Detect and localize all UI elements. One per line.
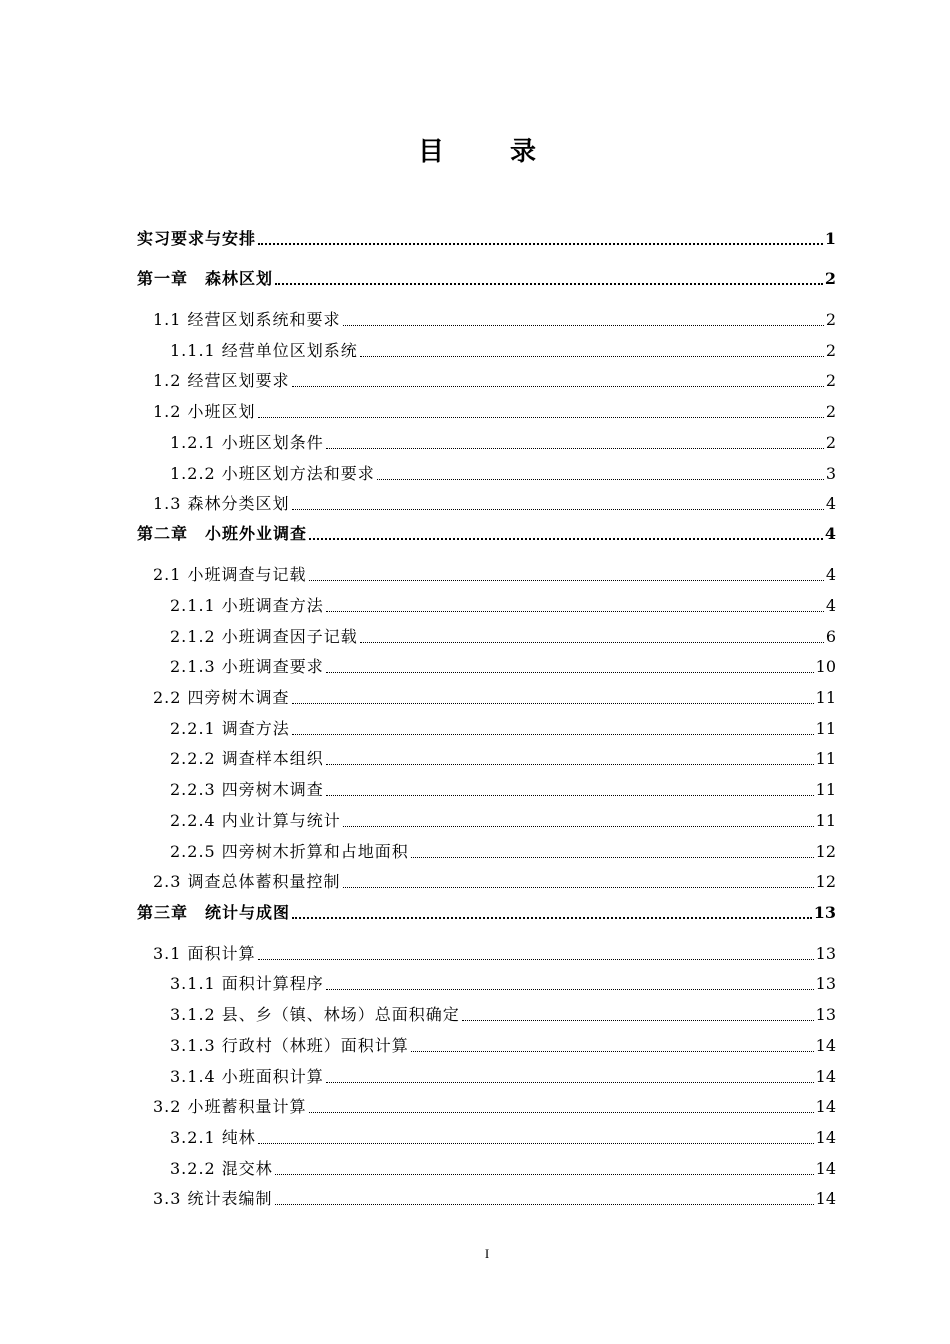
toc-dot-leader [326, 989, 814, 990]
toc-entry-page: 12 [815, 842, 836, 861]
toc-entry-label: 1.1 经营区划系统和要求 [153, 310, 341, 329]
toc-entry[interactable] [153, 562, 836, 586]
toc-entry-page: 14 [815, 1159, 836, 1178]
toc-entry[interactable] [153, 685, 836, 709]
toc-entry-page: 13 [815, 944, 836, 963]
toc-entry[interactable] [170, 430, 836, 454]
toc-entry-label: 1.2 经营区划要求 [153, 371, 290, 390]
toc-entry-label: 3.1.2 县、乡（镇、林场）总面积确定 [170, 1005, 460, 1024]
toc-dot-leader [309, 538, 823, 540]
toc-dot-leader [258, 243, 823, 245]
toc-entry-page: 13 [815, 974, 836, 993]
toc-entry-label: 第一章 森林区划 [137, 269, 274, 288]
toc-entry[interactable] [153, 1094, 836, 1118]
toc-entry[interactable] [170, 1064, 836, 1088]
toc-entry[interactable] [170, 461, 836, 485]
toc-entry-page: 12 [815, 872, 836, 891]
toc-entry-label: 2.2.4 内业计算与统计 [170, 811, 341, 830]
toc-entry-page: 11 [815, 688, 836, 707]
toc-entry[interactable] [170, 654, 836, 678]
toc-entry[interactable] [137, 266, 836, 290]
toc-dot-leader [258, 959, 814, 960]
toc-entry-label: 2.1.3 小班调查要求 [170, 657, 324, 676]
toc-entry[interactable] [153, 1186, 836, 1210]
toc-dot-leader [343, 325, 824, 326]
toc-entry-page: 4 [825, 565, 836, 584]
toc-entry-label: 3.1 面积计算 [153, 944, 256, 963]
toc-entry-page: 1 [824, 229, 836, 248]
toc-entry[interactable] [153, 399, 836, 423]
toc-dot-leader [292, 734, 814, 735]
toc-entry-label: 3.1.3 行政村（林班）面积计算 [170, 1036, 409, 1055]
toc-entry-label: 3.2.2 混交林 [170, 1159, 273, 1178]
toc-entry-page: 4 [825, 494, 836, 513]
toc-entry-page: 4 [824, 524, 836, 543]
toc-entry[interactable] [153, 368, 836, 392]
toc-entry[interactable] [170, 624, 836, 648]
toc-entry-page: 11 [815, 749, 836, 768]
toc-entry-label: 1.2 小班区划 [153, 402, 256, 421]
toc-entry-label: 1.2.1 小班区划条件 [170, 433, 324, 452]
toc-dot-leader [292, 703, 814, 704]
toc-dot-leader [275, 1204, 814, 1205]
toc-entry-page: 2 [824, 269, 836, 288]
toc-entry-label: 2.3 调查总体蓄积量控制 [153, 872, 341, 891]
toc-entry[interactable] [137, 226, 836, 250]
toc-entry[interactable] [170, 338, 836, 362]
toc-entry-page: 2 [825, 371, 836, 390]
toc-entry-label: 2.2.5 四旁树木折算和占地面积 [170, 842, 409, 861]
toc-entry[interactable] [170, 746, 836, 770]
toc-dot-leader [275, 283, 823, 285]
toc-entry-page: 4 [825, 596, 836, 615]
toc-dot-leader [326, 611, 824, 612]
toc-entry[interactable] [153, 869, 836, 893]
toc-dot-leader [258, 417, 824, 418]
toc-entry[interactable] [170, 1156, 836, 1180]
toc-dot-leader [326, 672, 814, 673]
toc-entry-page: 11 [815, 811, 836, 830]
toc-dot-leader [292, 509, 824, 510]
toc-entry-page: 10 [815, 657, 836, 676]
toc-dot-leader [360, 642, 824, 643]
toc-entry-label: 2.1 小班调查与记载 [153, 565, 307, 584]
toc-entry-page: 11 [815, 719, 836, 738]
toc-entry-label: 3.3 统计表编制 [153, 1189, 273, 1208]
toc-entry[interactable] [170, 1033, 836, 1057]
toc-entry-page: 2 [825, 402, 836, 421]
toc-entry[interactable] [137, 521, 836, 545]
toc-dot-leader [360, 356, 824, 357]
toc-entry[interactable] [170, 1002, 836, 1026]
toc-dot-leader [411, 857, 814, 858]
toc-entry-page: 13 [815, 1005, 836, 1024]
toc-entry-label: 2.2.1 调查方法 [170, 719, 290, 738]
toc-entry[interactable] [153, 491, 836, 515]
toc-dot-leader [326, 448, 824, 449]
toc-entry[interactable] [170, 593, 836, 617]
toc-dot-leader [292, 386, 824, 387]
toc-entry[interactable] [170, 808, 836, 832]
toc-entry-label: 第二章 小班外业调查 [137, 524, 308, 543]
toc-dot-leader [343, 826, 814, 827]
toc-entry-label: 3.2 小班蓄积量计算 [153, 1097, 307, 1116]
toc-entry-label: 2.1.1 小班调查方法 [170, 596, 324, 615]
toc-entry-label: 3.1.4 小班面积计算 [170, 1067, 324, 1086]
toc-entry[interactable] [170, 777, 836, 801]
toc-entry-page: 3 [825, 464, 836, 483]
toc-entry-page: 14 [815, 1128, 836, 1147]
toc-dot-leader [326, 1082, 814, 1083]
toc-entry-label: 2.2.2 调查样本组织 [170, 749, 324, 768]
toc-entry-label: 第三章 统计与成图 [137, 903, 291, 922]
toc-dot-leader [275, 1174, 814, 1175]
toc-entry[interactable] [170, 839, 836, 863]
toc-entry-page: 6 [825, 627, 836, 646]
toc-entry-label: 3.2.1 纯林 [170, 1128, 256, 1147]
toc-entry[interactable] [170, 716, 836, 740]
toc-dot-leader [309, 1112, 814, 1113]
toc-entry[interactable] [153, 307, 836, 331]
toc-dot-leader [258, 1143, 814, 1144]
toc-entry[interactable] [170, 971, 836, 995]
toc-entry-label: 1.2.2 小班区划方法和要求 [170, 464, 375, 483]
toc-entry-page: 2 [825, 310, 836, 329]
toc-dot-leader [377, 479, 824, 480]
toc-dot-leader [309, 580, 824, 581]
toc-dot-leader [462, 1020, 814, 1021]
toc-dot-leader [343, 887, 814, 888]
toc-entry-label: 1.1.1 经营单位区划系统 [170, 341, 358, 360]
toc-entry-label: 3.1.1 面积计算程序 [170, 974, 324, 993]
toc-dot-leader [292, 917, 812, 919]
toc-entry-label: 2.2 四旁树木调查 [153, 688, 290, 707]
toc-entry-page: 13 [813, 903, 836, 922]
toc-dot-leader [326, 795, 814, 796]
toc-dot-leader [326, 764, 814, 765]
toc-entry-label: 1.3 森林分类区划 [153, 494, 290, 513]
toc-entry-label: 实习要求与安排 [137, 229, 257, 248]
toc-title: 目 录 [417, 137, 556, 167]
page-number-footer: I [484, 1246, 490, 1261]
toc-entry-page: 2 [825, 433, 836, 452]
toc-entry-page: 14 [815, 1189, 836, 1208]
toc-entry[interactable] [153, 941, 836, 965]
toc-entry-label: 2.2.3 四旁树木调查 [170, 780, 324, 799]
toc-entry-page: 11 [815, 780, 836, 799]
toc-dot-leader [411, 1051, 814, 1052]
toc-entry[interactable] [137, 900, 836, 924]
toc-entry-page: 14 [815, 1067, 836, 1086]
toc-entry-page: 14 [815, 1036, 836, 1055]
toc-entry-page: 2 [825, 341, 836, 360]
toc-entry-page: 14 [815, 1097, 836, 1116]
toc-entry[interactable] [170, 1125, 836, 1149]
toc-entry-label: 2.1.2 小班调查因子记载 [170, 627, 358, 646]
